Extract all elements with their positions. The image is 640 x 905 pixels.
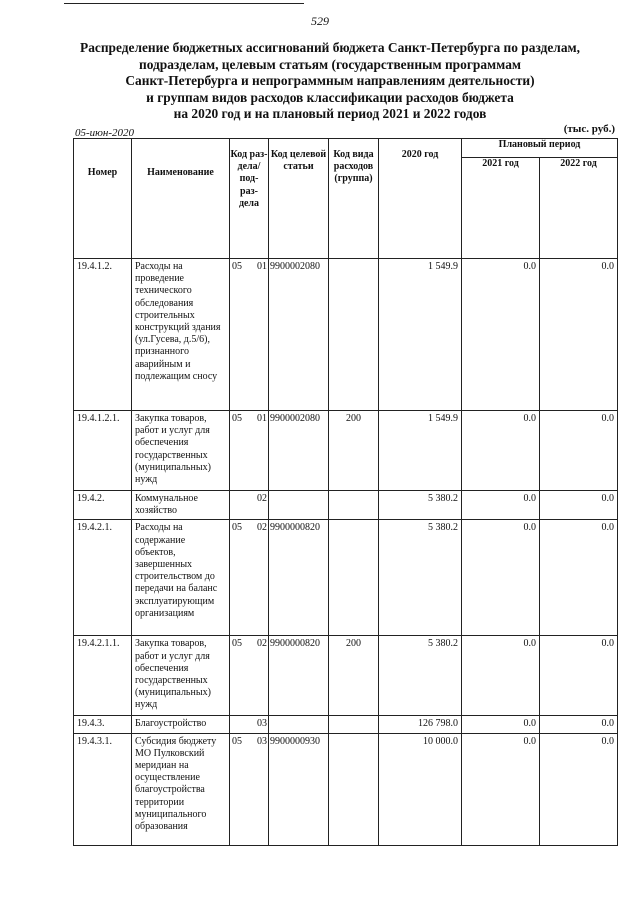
row-amount-2021: 0.0 <box>462 411 540 491</box>
section-code: 05 <box>232 522 242 534</box>
subsection-code: 01 <box>257 413 267 424</box>
row-amount-2022: 0.0 <box>540 636 618 716</box>
table-body <box>74 259 618 846</box>
row-amount-2021: 0.0 <box>462 636 540 716</box>
row-expense-code <box>329 259 379 411</box>
row-expense-code: 200 <box>329 411 379 491</box>
title-line: Санкт-Петербурга и непрограммным направлениям деятельности) <box>125 73 535 89</box>
title-line: на 2020 год и на плановый период 2021 и 2022 годов <box>173 106 487 122</box>
row-amount-2022: 0.0 <box>540 411 618 491</box>
title-line: подразделам, целевым статьям (государственным программам <box>138 56 522 72</box>
table-row <box>74 411 618 491</box>
row-section-code <box>230 491 269 520</box>
document-title <box>70 40 590 123</box>
row-name: Расходы на проведение технического обследования строительных конструкций здания (ул.Гусева, д.5/6), признанного аварийным и подлежащим сносу <box>132 259 230 411</box>
subsection-code: 02 <box>257 522 267 534</box>
row-amount-2021: 0.0 <box>462 491 540 520</box>
section-code: 05 <box>232 261 242 272</box>
row-section-code <box>230 636 269 716</box>
table-row <box>74 733 618 845</box>
row-target-code: 9900000930 <box>269 733 329 845</box>
row-name: Закупка товаров, работ и услуг для обеспечения государственных (муниципальных) нужд <box>132 636 230 716</box>
row-amount-2020: 5 380.2 <box>379 491 462 520</box>
row-amount-2020: 5 380.2 <box>379 520 462 636</box>
row-amount-2020: 1 549.9 <box>379 259 462 411</box>
subsection-code: 01 <box>257 261 267 272</box>
row-amount-2022: 0.0 <box>540 491 618 520</box>
row-number: 19.4.3.1. <box>74 733 132 845</box>
table-row <box>74 520 618 636</box>
row-amount-2020: 1 549.9 <box>379 411 462 491</box>
header-expense-code: Код вида расходов (группа) <box>329 139 379 259</box>
row-number: 19.4.2.1. <box>74 520 132 636</box>
document-date: 05-июн-2020 <box>75 127 135 139</box>
row-expense-code <box>329 520 379 636</box>
row-section-code <box>230 520 269 636</box>
subsection-code: 03 <box>257 735 267 747</box>
row-amount-2021: 0.0 <box>462 520 540 636</box>
row-number: 19.4.2.1.1. <box>74 636 132 716</box>
row-target-code: 9900000820 <box>269 520 329 636</box>
row-number: 19.4.1.2.1. <box>74 411 132 491</box>
row-section-code <box>230 733 269 845</box>
subsection-code: 03 <box>257 718 267 730</box>
subsection-code: 02 <box>257 638 267 650</box>
row-amount-2021: 0.0 <box>462 259 540 411</box>
row-expense-code <box>329 491 379 520</box>
row-name: Коммунальное хозяйство <box>132 491 230 520</box>
top-rule <box>64 3 304 4</box>
row-amount-2020: 126 798.0 <box>379 716 462 733</box>
row-target-code: 9900002080 <box>269 259 329 411</box>
row-number: 19.4.3. <box>74 716 132 733</box>
header-year-2022: 2022 год <box>540 158 618 259</box>
section-code: 05 <box>232 638 242 650</box>
section-code: 05 <box>232 735 242 747</box>
row-section-code <box>230 716 269 733</box>
row-number: 19.4.2. <box>74 491 132 520</box>
unit-label: (тыс. руб.) <box>563 123 615 135</box>
page-number: 529 <box>311 14 329 28</box>
row-amount-2022: 0.0 <box>540 733 618 845</box>
row-amount-2021: 0.0 <box>462 716 540 733</box>
table-row <box>74 636 618 716</box>
row-name: Благоустройство <box>132 716 230 733</box>
row-target-code: 9900002080 <box>269 411 329 491</box>
row-amount-2021: 0.0 <box>462 733 540 845</box>
section-code: 05 <box>232 413 242 424</box>
header-year-2020: 2020 год <box>379 139 462 259</box>
table-row <box>74 716 618 733</box>
row-target-code <box>269 491 329 520</box>
header-target-code: Код целевой статьи <box>269 139 329 259</box>
row-number: 19.4.1.2. <box>74 259 132 411</box>
header-section-code: Код раз- дела/ под- раз- дела <box>230 139 269 259</box>
row-amount-2022: 0.0 <box>540 520 618 636</box>
row-amount-2022: 0.0 <box>540 716 618 733</box>
row-amount-2020: 5 380.2 <box>379 636 462 716</box>
subsection-code: 02 <box>257 493 267 504</box>
header-number: Номер <box>74 139 132 259</box>
row-section-code <box>230 411 269 491</box>
budget-table <box>73 138 618 846</box>
row-expense-code <box>329 716 379 733</box>
header-year-2021: 2021 год <box>462 158 540 259</box>
row-expense-code <box>329 733 379 845</box>
row-expense-code: 200 <box>329 636 379 716</box>
row-name: Расходы на содержание объектов, завершенных строительством до передачи на баланс эксплуатирующим организациям <box>132 520 230 636</box>
row-amount-2022: 0.0 <box>540 259 618 411</box>
row-name: Закупка товаров, работ и услуг для обеспечения государственных (муниципальных) нужд <box>132 411 230 491</box>
row-section-code <box>230 259 269 411</box>
header-planned-period: Плановый период <box>462 139 618 158</box>
table-row <box>74 259 618 411</box>
title-line: и группам видов расходов классификации расходов бюджета <box>146 89 514 105</box>
row-amount-2020: 10 000.0 <box>379 733 462 845</box>
row-target-code: 9900000820 <box>269 636 329 716</box>
header-name: Наименование <box>132 139 230 259</box>
table-row <box>74 491 618 520</box>
title-line: Распределение бюджетных ассигнований бюджета Санкт-Петербурга по разделам, <box>80 40 580 55</box>
row-target-code <box>269 716 329 733</box>
row-name: Субсидия бюджету МО Пулковский меридиан на осуществление благоустройства территории муниципального образования <box>132 733 230 845</box>
